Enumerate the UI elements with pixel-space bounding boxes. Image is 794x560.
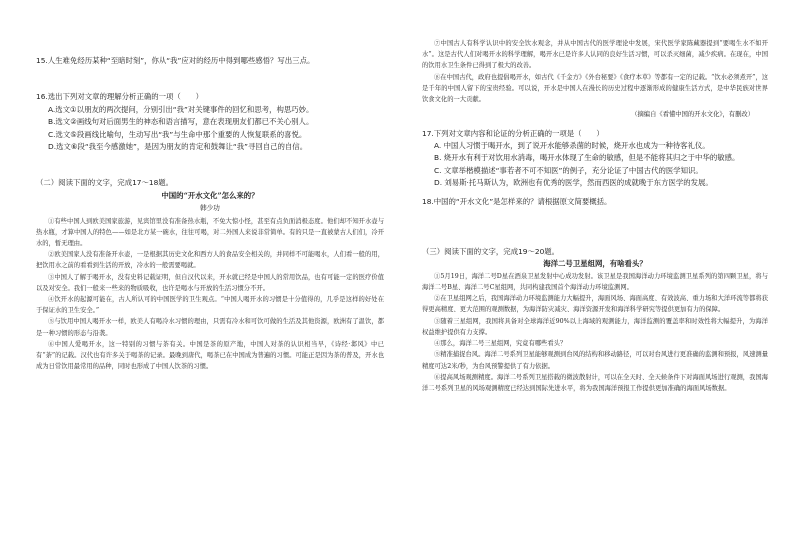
article-2-paragraph-3: ③随着三星组网，我国将具备对全球海洋近90%以上海域的观测能力，海洋监测的覆盖率和时效性将大幅提升，为海洋权益维护提供有力支撑。 <box>422 317 768 336</box>
question-17-option-c: C. 文章举楷模描述“事若者不可不知医”的例子，充分论证了中国古代的医学知识。 <box>434 165 703 175</box>
article-body <box>36 216 384 373</box>
article-2-title: 海洋二号卫星组网，有啥看头？ <box>543 259 647 269</box>
paragraph-3: ③中国人了解于喝开水，没有史料记载证明，但自汉代以来，开水就已经是中国人的常用饮品，也有可能一定的医疗价值以及对安全。我们一般来一些来的物质吸收，也许是喝水与开放的生活习惯分不开。 <box>36 273 384 292</box>
question-16-option-d: D.选文⑥段“我至今感激她”，是因为朋友的肯定和鼓舞让“我”寻回自己的自信。 <box>48 142 308 152</box>
right-column <box>422 0 768 394</box>
article-body-continued <box>422 38 768 105</box>
question-16-option-a: A.选文①以朋友的两次提问，分别引出“我”对关键事件的回忆和思考，构思巧妙。 <box>48 104 314 114</box>
section-3-intro: （三）阅读下面的文字，完成19～20题。 <box>422 247 560 257</box>
paragraph-8: ⑧在中国古代，政府也提倡喝开水，如古代《千金方》《外台秘要》《食疗本草》等都有一定的记载。“饮水必须煮开”，这是千年的中国人留下的宝贵经验。可以说，开水是中国人在漫长的历史过程中逐渐形成的健康生活方式，是中华民族对世界饮食文化的一大贡献。 <box>422 73 768 104</box>
paragraph-7: ⑦中国古人有科学认识中的安全饮水观念，并从中国古代的医学理论中发展，宋代医学家陈藏器提到“要喝生水不如开水”。这是古代人们对喝开水的科学理解，喝开水已是许多人认同的良好生活习惯，可以杀灭细菌，减少疾病。在现在，中国的饮用水卫生条件已得到了极大的改善。 <box>422 40 768 70</box>
question-17 <box>422 128 768 190</box>
question-16-option-b: B.选文②画线句对后面男生的神态和语言描写，意在表现朋友们都已不关心别人。 <box>48 117 314 127</box>
paragraph-5: ⑤与饮用中国人喝开水一样，欧美人有喝冷水习惯的理由，只需有冷水和可饮可做的生活及其他资源，欧洲有了温饮，都是一种习惯的形态与沿袭。 <box>36 318 384 337</box>
paragraph-1: ①有些中国人到欧美国家旅游，见宾馆里没有准备热水瓶，不免大惊小怪，甚至有点负面消极态度。他们却不知开水壶与热水瓶，才算中国人的特色——如是北方某一碗水，往往可喝，对二外国人来说非常简单。有的只是一直被蒙古人们们，冷开水的，暂无理由。 <box>36 217 384 248</box>
article-2-paragraph-5: ⑤精准捕捉台风。海洋二号系列卫星能够观测到台风的结构和移动路径，可以对台风进行更准确的监测和预报，风速测量精度可达2米/秒，为台风预警提供了有力依据。 <box>422 351 768 370</box>
question-16-option-c: C.选文⑤段画线比喻句，生动写出“我”与生命中那个重要的人恢复联系的喜悦。 <box>48 129 307 139</box>
article-2-paragraph-4: ④那么，海洋二号三星组网，究竟有哪些看头？ <box>434 340 567 348</box>
paragraph-2: ②欧美国家人没有准备开水壶，一是根据其历史文化和西方人的食品安全相关的，并同样不可能喝水，人们看一般的用，把饮用水之前的看看到生活的开放，冷水的一般需要喝就。 <box>36 251 384 270</box>
article-2-paragraph-2: ②在卫星组网之后，我国海洋动力环境监测能力大幅提升，海面风场、海面高度、有效波高、重力场和大洋环流等都将获得更高精度、更大范围的观测数据，为海洋防灾减灾、海洋资源开发和海洋科学研究等提供更加有力的保障。 <box>422 295 768 314</box>
question-17-stem: 17.下列对文章内容和论证的分析正确的一项是（ ） <box>422 128 604 138</box>
question-17-option-b: B. 烧开水有利于对饮用水消毒，喝开水体现了生命的敏感，但是不能将其归之于中华的敏感。 <box>434 153 740 163</box>
article-2-paragraph-6: ⑥提高风场观测精度。海洋二号系列卫星搭载的微波散射计，可以在全天时、全天候条件下对海面风场进行观测，我国海洋二号系列卫星的风场观测精度已经达到国际先进水平，将为我国海洋预报工作提供更加准确的海面风场数据。 <box>422 373 768 392</box>
section-2-intro: （二）阅读下面的文字，完成17～18题。 <box>36 178 174 188</box>
question-16-stem: 16.选出下列对文章的理解分析正确的一项（ ） <box>36 92 203 102</box>
question-16 <box>36 91 384 153</box>
question-15: 15.人生难免经历某种“至暗时刻”，你从“我”应对的经历中得到哪些感悟？写出三点。 <box>36 56 315 65</box>
article-author: 韩少功 <box>200 204 220 213</box>
question-17-option-a: A. 中国人习惯于喝开水，到了说开水能够杀菌的时候，烧开水也成为一种待客礼仪。 <box>434 141 710 151</box>
paragraph-4: ④饮开水的起源可能在，古人所认可的中国医学的卫生观点。“中国人喝开水的习惯是十分值得的，几乎是这样的好处在于保证水的卫生安全。” <box>36 296 384 315</box>
left-column <box>36 0 384 373</box>
article-2-body <box>422 271 768 394</box>
paragraph-6: ⑥中国人爱喝开水，这一特别的习惯与茶有关。中国是茶的原产地，中国人对茶的认识相当早，《诗经·邶风》中已有“荼”的记载。汉代也有许多关于喝茶的记录。最晚到唐代，喝茶已在中国成为普遍的习惯。可能正是因为茶的普及，开水也成为日常饮用最常用的品种，同时也形成了中国人饮茶的习惯。 <box>36 340 384 371</box>
question-18: 18.中国的“开水文化”是怎样来的？请根据原文简要概括。 <box>422 196 612 206</box>
article-source: （摘编自《看懂中国的开水文化》，有删改） <box>631 111 754 119</box>
article-2-paragraph-1: ①5月19日，海洋二号D星在酒泉卫星发射中心成功发射。该卫星是我国海洋动力环境监测卫星系列的第四颗卫星，将与海洋二号B星、海洋二号C星组网，共同构建我国首个海洋动力环境监测网。 <box>422 272 768 292</box>
question-17-option-d: D. 刘易斯·托马斯认为，欧洲也有优秀的医学，然而西医的成就晚于东方医学的发展。 <box>434 178 713 188</box>
article-title: 中国的“开水文化”怎么来的？ <box>161 190 259 200</box>
